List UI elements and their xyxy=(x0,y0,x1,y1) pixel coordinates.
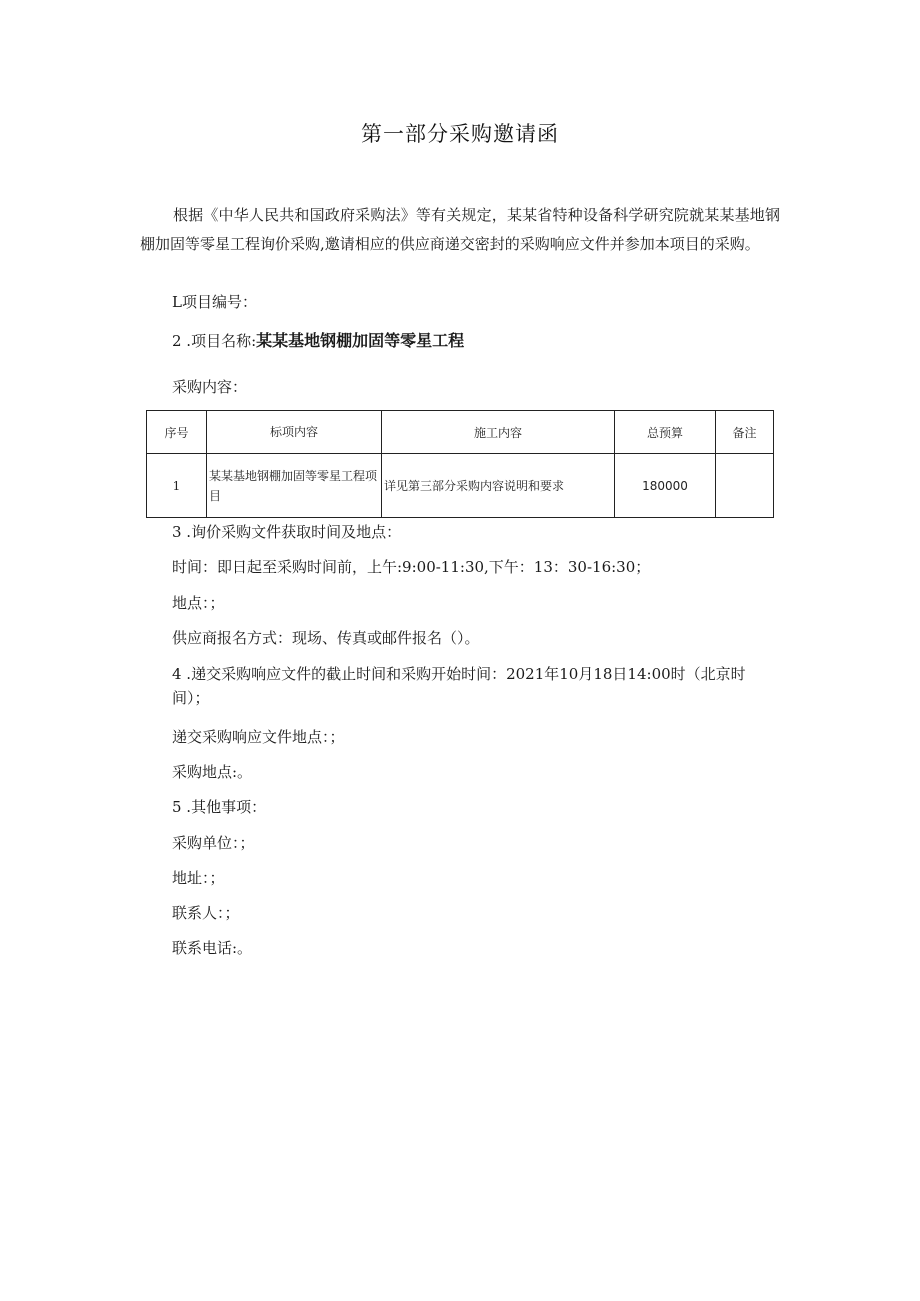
address-line: 地址：； xyxy=(172,869,225,887)
table-row xyxy=(147,454,774,518)
section-3-heading: 3 .询价采购文件获取时间及地点： xyxy=(172,523,402,541)
register-line: 供应商报名方式：现场、传真或邮件报名（）。 xyxy=(172,629,480,647)
submit-place-line: 递交采购响应文件地点：； xyxy=(172,728,345,746)
project-number-line: L项目编号： xyxy=(172,293,257,311)
cell-no: 1 xyxy=(147,454,207,518)
cell-budget: 180000 xyxy=(615,454,716,518)
project-name-line xyxy=(172,330,464,352)
page-title: 第一部分采购邀请函 xyxy=(361,122,559,146)
cell-work: 详见第三部分采购内容说明和要求 xyxy=(382,454,615,518)
phone-line: 联系电话:。 xyxy=(172,939,253,957)
purchase-unit-line: 采购单位：； xyxy=(172,834,255,852)
header-budget: 总预算 xyxy=(615,411,716,454)
cell-item: 某某基地钢棚加固等零星工程项目 xyxy=(207,454,382,518)
contact-line: 联系人：； xyxy=(172,904,240,922)
section-5-heading: 5 .其他事项： xyxy=(172,798,267,816)
cell-remark xyxy=(716,454,774,518)
header-remark: 备注 xyxy=(716,411,774,454)
project-name-value: 某某基地钢棚加固等零星工程 xyxy=(256,331,465,350)
header-item: 标项内容 xyxy=(207,411,382,454)
table-header-row xyxy=(147,411,774,454)
intro-paragraph: 根据《中华人民共和国政府采购法》等有关规定，某某省特种设备科学研究院就某某基地钢棚加固等零星工程询价采购,邀请相应的供应商递交密封的采购响应文件并参加本项目的采购。 xyxy=(140,206,780,253)
place-line: 地点：； xyxy=(172,594,225,612)
section-4-paragraph xyxy=(140,662,780,710)
header-no: 序号 xyxy=(147,411,207,454)
project-name-label: 2 .项目名称: xyxy=(172,332,257,350)
purchase-place-line: 采购地点:。 xyxy=(172,763,253,781)
time-line: 时间：即日起至采购时间前，上午:9:00-11:30,下午：13：30-16:30； xyxy=(172,558,651,576)
deadline-text: 4 .递交采购响应文件的截止时间和采购开始时间：2021年10月18日14:00时（北京时间）； xyxy=(172,665,746,707)
header-work: 施工内容 xyxy=(382,411,615,454)
content-label: 采购内容： xyxy=(172,378,248,396)
procurement-table xyxy=(146,410,774,518)
